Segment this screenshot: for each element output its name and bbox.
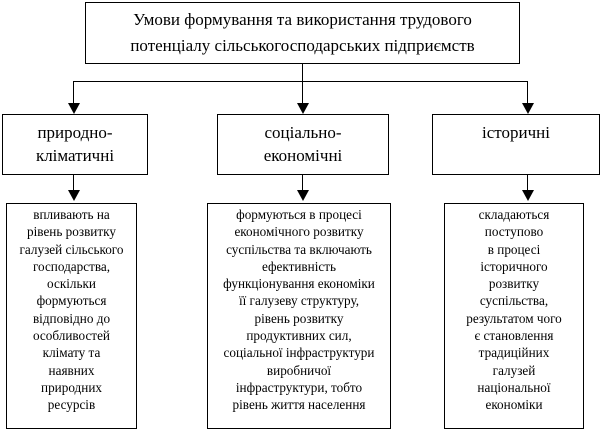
description-socio-economic: формуються в процесі економічного розвитку суспільства та включають ефективність функціонування економіки її галузеву структуру, рівень розвитку продуктивних сил, соціальної інфраструктури виробничої інфраструктури, тобто рівень життя населення bbox=[223, 207, 375, 413]
title-stem-line bbox=[302, 64, 303, 81]
category-1-label-line-1: природно- bbox=[37, 123, 113, 142]
arrow-to-description-1 bbox=[68, 190, 80, 201]
arrow-to-description-3 bbox=[522, 190, 534, 201]
stem-to-description-2 bbox=[302, 175, 303, 191]
category-label-historical bbox=[433, 121, 599, 144]
description-box-historical bbox=[444, 203, 584, 429]
category-2-label-line-2: економічні bbox=[263, 146, 343, 165]
title-line-1: Умови формування та використання трудового bbox=[133, 10, 472, 29]
category-label-socio-economic bbox=[218, 121, 388, 167]
horizontal-bus-line bbox=[73, 81, 528, 82]
title-box bbox=[85, 2, 520, 64]
stem-to-category-2 bbox=[302, 81, 303, 105]
arrow-to-description-2 bbox=[297, 190, 309, 201]
category-box-socio-economic bbox=[217, 114, 389, 175]
stem-to-category-1 bbox=[73, 81, 74, 105]
arrow-to-category-2 bbox=[297, 103, 309, 114]
title-text bbox=[86, 7, 519, 59]
category-2-label-line-1: соціально- bbox=[264, 123, 342, 142]
category-label-natural-climatic bbox=[3, 121, 147, 167]
title-line-2: потенціалу сільськогосподарських підприємств bbox=[130, 36, 475, 55]
stem-to-category-3 bbox=[527, 81, 528, 105]
description-box-natural-climatic bbox=[6, 203, 137, 429]
description-natural-climatic: впливають на рівень розвитку галузей сільського господарства, оскільки формуються відповідно до особливостей клімату та наявних природних ресурсів bbox=[19, 207, 124, 413]
stem-to-description-3 bbox=[527, 175, 528, 191]
category-1-label-line-2: кліматичні bbox=[35, 146, 115, 165]
arrow-to-category-1 bbox=[68, 103, 80, 114]
description-box-socio-economic bbox=[207, 203, 391, 429]
description-historical: складаються поступово в процесі історичного розвитку суспільства, результатом чого є становлення традиційних галузей національної економіки bbox=[466, 207, 562, 413]
category-3-label-line-1: історичні bbox=[482, 123, 550, 142]
stem-to-description-1 bbox=[73, 175, 74, 191]
arrow-to-category-3 bbox=[522, 103, 534, 114]
category-box-historical bbox=[432, 114, 600, 175]
category-box-natural-climatic bbox=[2, 114, 148, 175]
